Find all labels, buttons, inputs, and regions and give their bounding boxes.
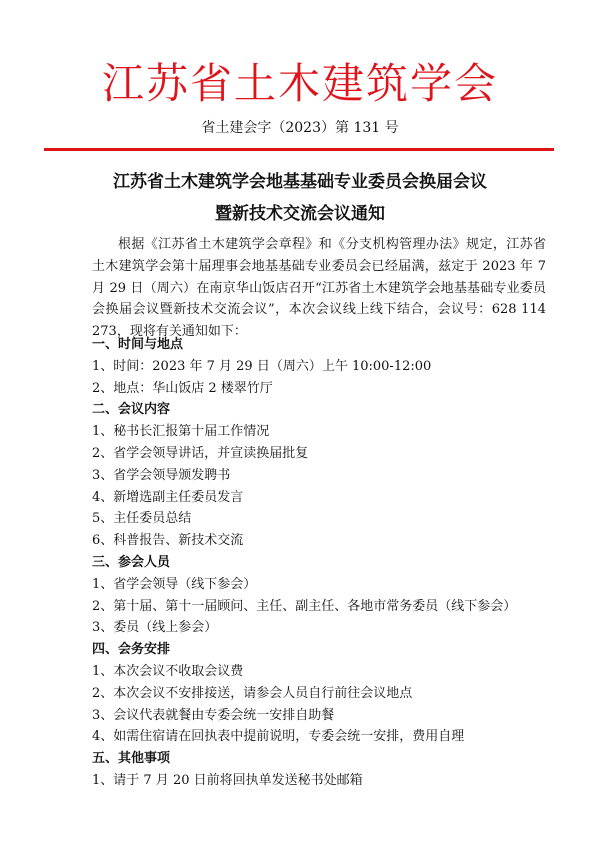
document-number: 省土建会字（2023）第 131 号 — [201, 120, 399, 136]
list-item: 1、时间：2023 年 7 月 29 日（周六）上午 10:00-12:00 — [92, 358, 432, 374]
section-heading: 一、时间与地点 — [92, 337, 184, 352]
section-heading: 五、其他事项 — [92, 751, 171, 767]
red-divider — [44, 148, 554, 151]
section-heading: 四、会务安排 — [92, 642, 171, 658]
list-item: 1、秘书长汇报第十届工作情况 — [92, 424, 270, 440]
notice-content — [92, 334, 552, 792]
list-item: 2、地点：华山饭店 2 楼翠竹厅 — [92, 380, 273, 396]
list-item: 2、本次会议不安排接送，请参会人员自行前往会议地点 — [92, 685, 413, 701]
org-title: 江苏省土木建筑学会 — [101, 59, 498, 108]
list-item: 5、主任委员总结 — [92, 511, 192, 527]
list-item: 1、省学会领导（线下参会） — [92, 576, 257, 592]
section-heading: 三、参会人员 — [92, 554, 171, 570]
list-item: 3、省学会领导颁发聘书 — [92, 467, 231, 483]
notice-title-line-2: 暨新技术交流会议通知 — [215, 204, 385, 224]
list-item: 3、会议代表就餐由专委会统一安排自助餐 — [92, 707, 335, 723]
section-heading: 二、会议内容 — [92, 402, 171, 418]
list-item: 1、本次会议不收取会议费 — [92, 663, 244, 679]
list-item: 6、科普报告、新技术交流 — [92, 533, 244, 549]
list-item: 1、请于 7 月 20 日前将回执单发送秘书处邮箱 — [92, 772, 363, 788]
list-item: 3、委员（线上参会） — [92, 620, 218, 636]
list-item: 2、第十届、第十一届顾问、主任、副主任、各地市常务委员（线下参会） — [92, 598, 517, 614]
list-item: 4、新增选副主任委员发言 — [92, 489, 244, 505]
list-item: 2、省学会领导讲话，并宣读换届批复 — [92, 445, 309, 461]
notice-title-line-1: 江苏省土木建筑学会地基基础专业委员会换届会议 — [113, 172, 487, 192]
list-item: 4、如需住宿请在回执表中提前说明，专委会统一安排，费用自理 — [92, 729, 465, 745]
intro-paragraph: 根据《江苏省土木建筑学会章程》和《分支机构管理办法》规定，江苏省土木建筑学会第十届理事会地基基础专业委员会已经届满，兹定于 2023 年 7 月 29 日（周六）在南京华山饭店召开“江苏省土木建筑学会地基基础专业委员会换届会议暨新技术交流会议”，本次会议线上线下结合，会议号：628 114 273，现将有关通知如下： — [92, 237, 546, 340]
